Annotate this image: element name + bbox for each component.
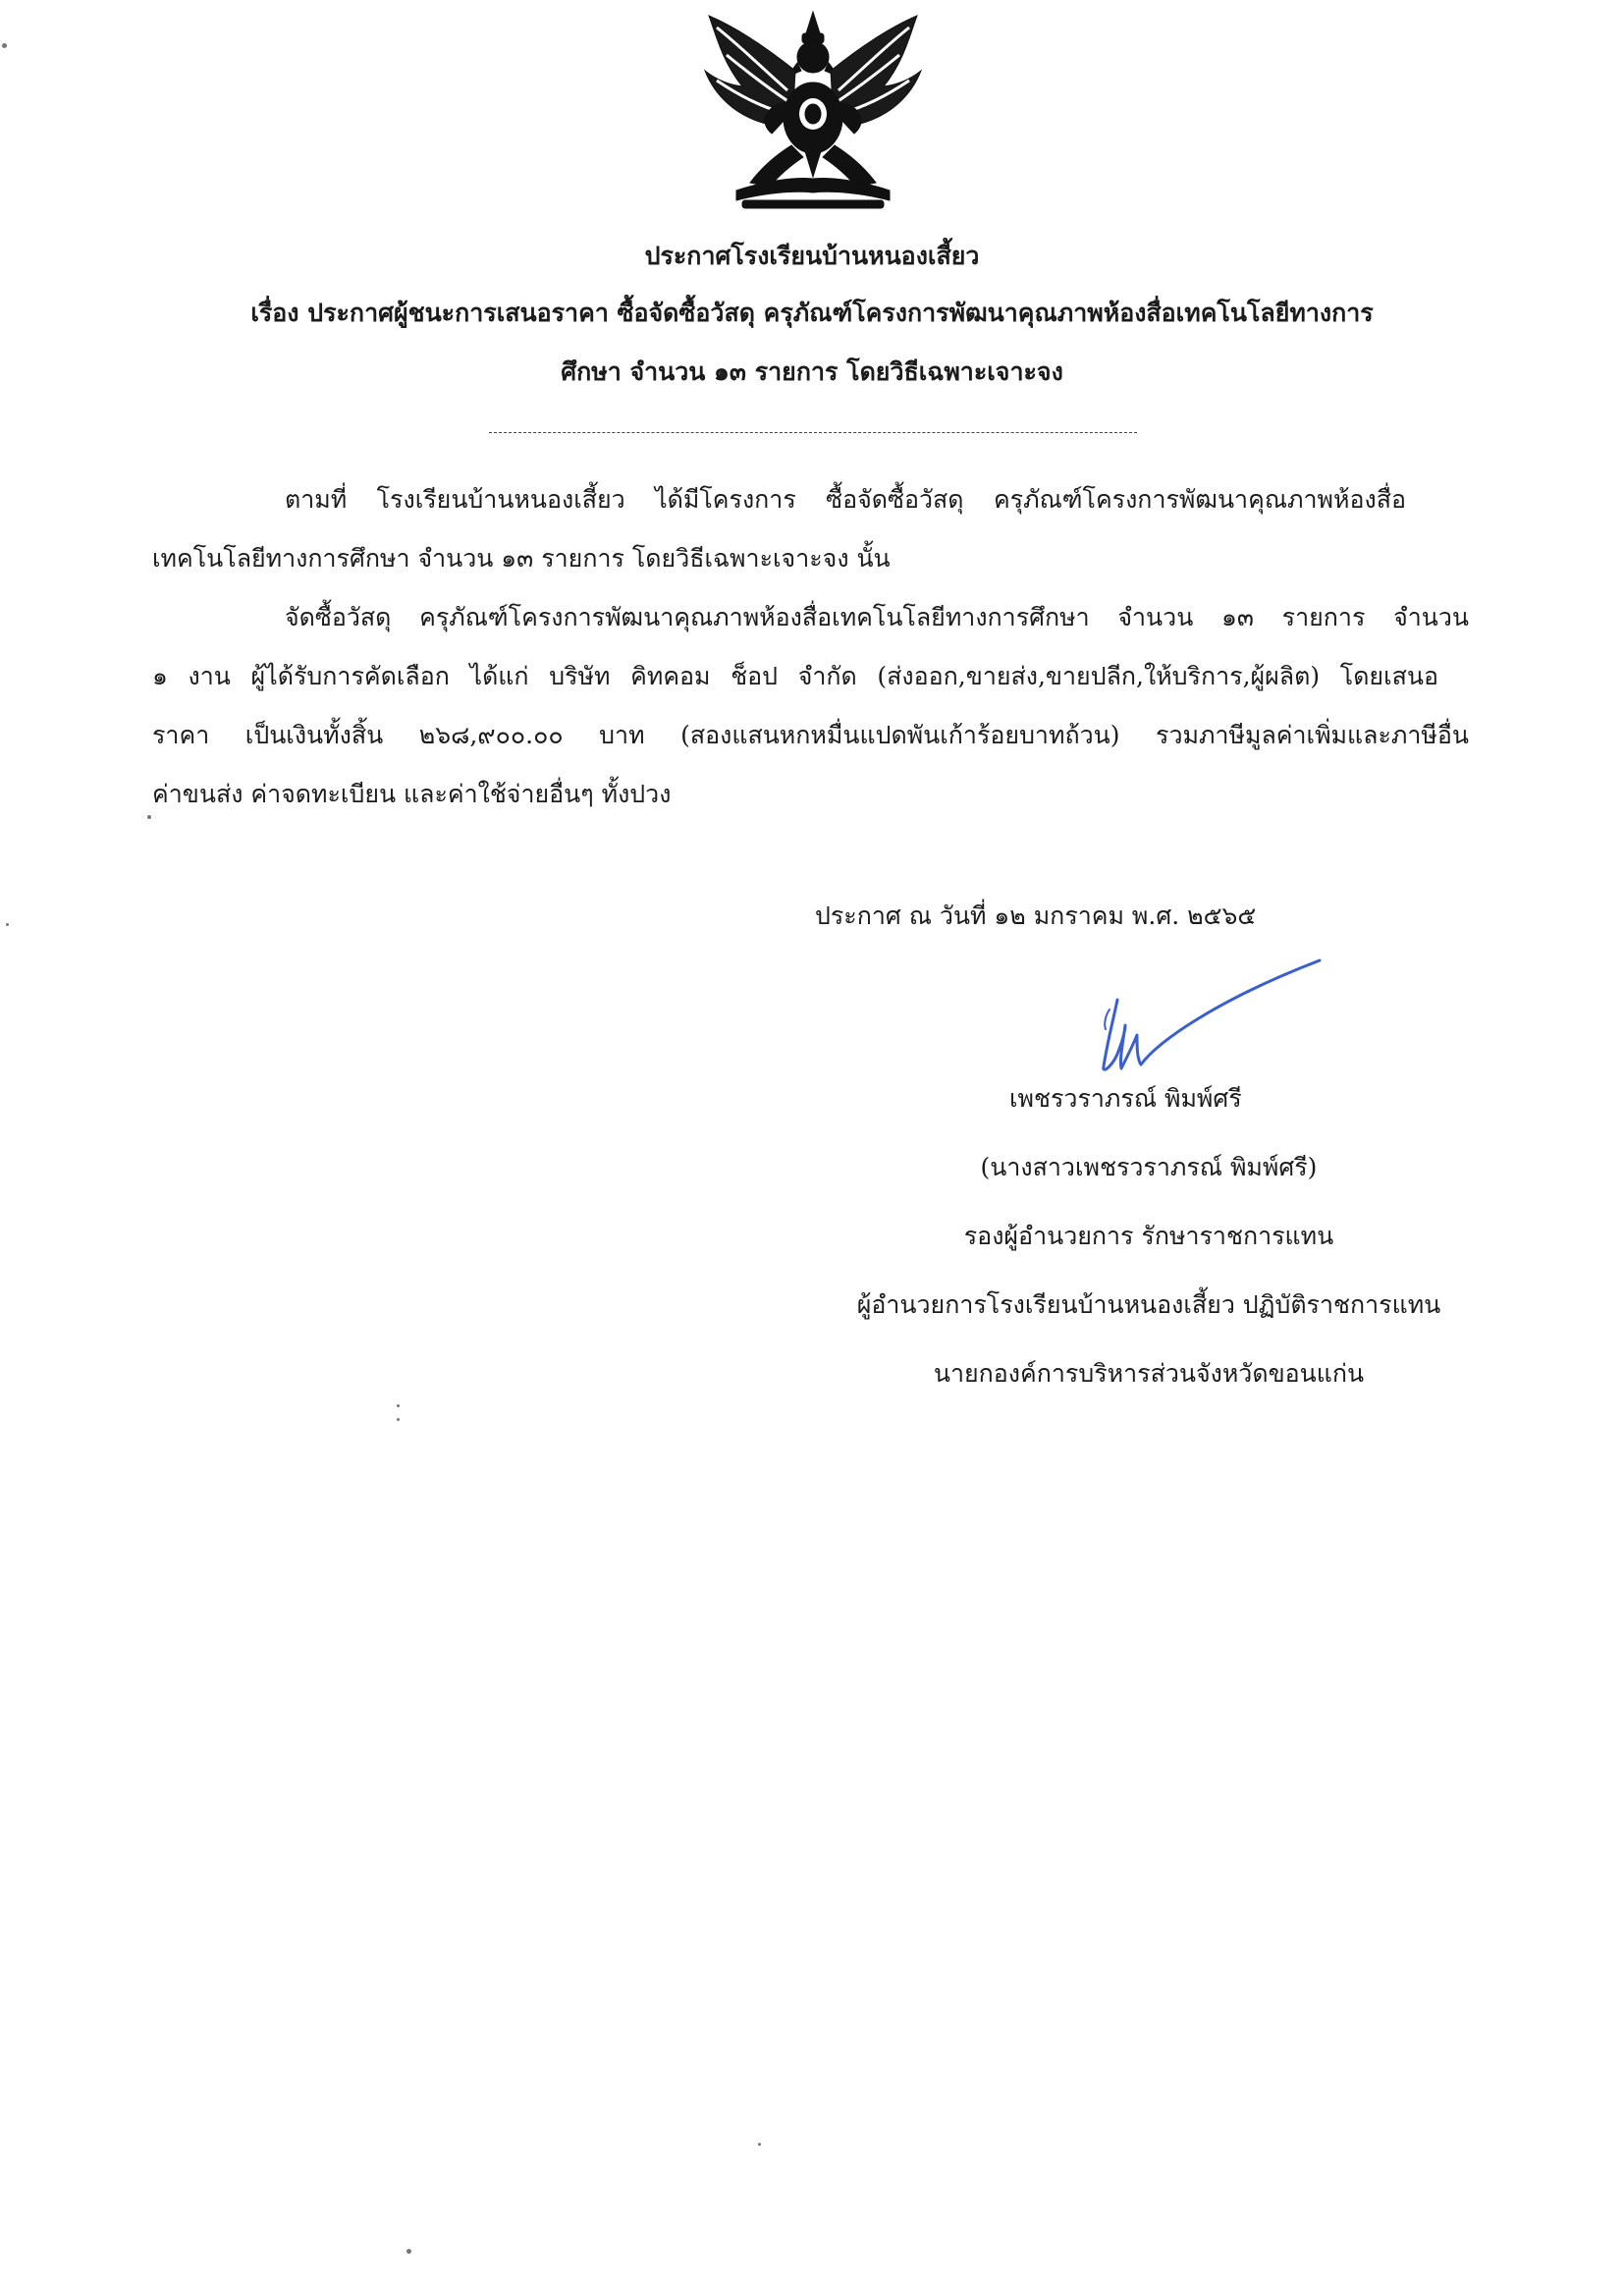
para1-line2: เทคโนโลยีทางการศึกษา จำนวน ๑๓ รายการ โดยวิธีเฉพาะเจาะจง นั้น: [152, 544, 891, 573]
handwritten-signature: [1080, 951, 1326, 1088]
para2-line3: ราคา เป็นเงินทั้งสิ้น ๒๖๘,๙๐๐.๐๐ บาท (สองแสนหกหมื่นแปดพันเก้าร้อยบาทถ้วน) รวมภาษีมูลค่าเพิ่มและภาษีอื่น: [152, 721, 1469, 749]
signer-name: เพชรวราภรณ์ พิมพ์ศรี: [1009, 1084, 1242, 1113]
signer-position-1: รองผู้อำนวยการ รักษาราชการแทน: [963, 1222, 1334, 1250]
announcement-title: ประกาศโรงเรียนบ้านหนองเสี้ยว: [644, 242, 980, 270]
scan-speck: [397, 1418, 400, 1421]
para2-line4: ค่าขนส่ง ค่าจดทะเบียน และค่าใช้จ่ายอื่นๆ ทั้งปวง: [152, 780, 672, 808]
signer-full-name: (นางสาวเพชรวราภรณ์ พิมพ์ศรี): [980, 1153, 1318, 1181]
separator-line: [489, 432, 1137, 433]
garuda-emblem-icon: [697, 8, 929, 214]
scan-speck: [758, 2143, 761, 2146]
scan-speck: [406, 2249, 411, 2254]
scan-speck: [6, 923, 9, 926]
signer-position-2: ผู้อำนวยการโรงเรียนบ้านหนองเสี้ยว ปฏิบัติราชการแทน: [856, 1290, 1441, 1319]
scan-speck: [397, 1404, 400, 1407]
subject-line-1: เรื่อง ประกาศผู้ชนะการเสนอราคา ซื้อจัดซื้อวัสดุ ครุภัณฑ์โครงการพัฒนาคุณภาพห้องสื่อเทคโนโลยีทางการ: [250, 299, 1374, 327]
para2-line1: จัดซื้อวัสดุ ครุภัณฑ์โครงการพัฒนาคุณภาพห้องสื่อเทคโนโลยีทางการศึกษา จำนวน ๑๓ รายการ จำนวน: [285, 603, 1469, 631]
scan-speck: [147, 815, 151, 819]
subject-line-2: ศึกษา จำนวน ๑๓ รายการ โดยวิธีเฉพาะเจาะจง: [561, 357, 1063, 386]
para1-line1: ตามที่ โรงเรียนบ้านหนองเสี้ยว ได้มีโครงการ ซื้อจัดซื้อวัสดุ ครุภัณฑ์โครงการพัฒนาคุณภาพห้องสื่อ: [285, 485, 1406, 514]
announcement-date: ประกาศ ณ วันที่ ๑๒ มกราคม พ.ศ. ๒๕๖๕: [815, 902, 1257, 930]
para2-line2: ๑ งาน ผู้ได้รับการคัดเลือก ได้แก่ บริษัท คิทคอม ช็อป จำกัด (ส่งออก,ขายส่ง,ขายปลีก,ให้บริการ,ผู้ผลิต) โดยเสนอ: [152, 662, 1438, 690]
scan-speck: [2, 43, 7, 48]
signer-position-3: นายกองค์การบริหารส่วนจังหวัดขอนแก่น: [933, 1359, 1365, 1388]
